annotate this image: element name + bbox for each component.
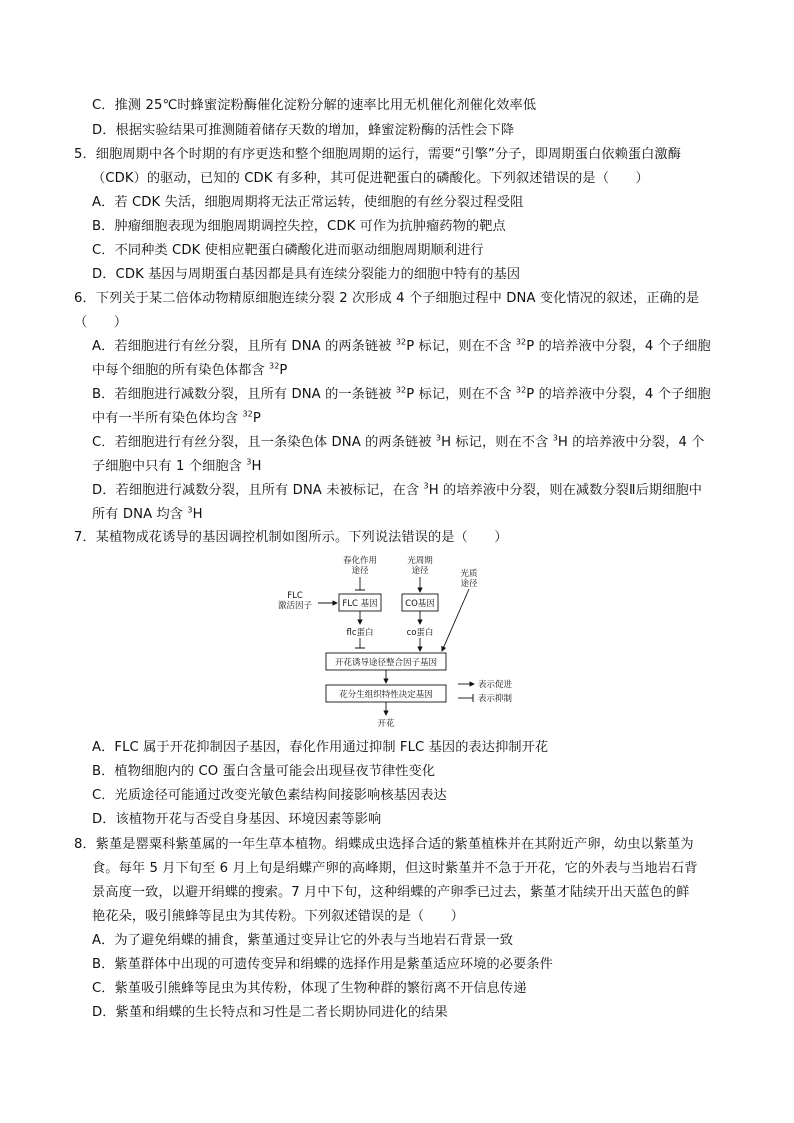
legend-inhibit-label: 表示抑制 xyxy=(478,694,513,704)
flc-protein-label: flc蛋白 xyxy=(346,628,374,638)
q6-option-d-line2: 所有 DNA 均含 $^3$H xyxy=(92,505,203,522)
co-gene-label: CO基因 xyxy=(405,599,435,609)
photoperiod-label-line2: 途径 xyxy=(411,566,429,576)
q8-stem-line1: 8．紫堇是罂粟科紫堇属的一年生草本植物。绢蝶成虫选择合适的紫堇植株并在其附近产卵，幼虫以紫堇为 xyxy=(74,837,694,852)
co-protein-label: co蛋白 xyxy=(406,628,434,638)
q5-option-a: A．若 CDK 失活，细胞周期将无法正常运转，使细胞的有丝分裂过程受阻 xyxy=(92,195,524,210)
q7-option-c: C．光质途径可能通过改变光敏色素结构间接影响核基因表达 xyxy=(92,788,447,803)
light-quality-label-line2: 途径 xyxy=(460,579,478,589)
flc-activator-label-line1: FLC xyxy=(287,591,303,601)
photoperiod-label-line1: 光周期 xyxy=(407,556,433,566)
q5-option-c: C．不同种类 CDK 使相应靶蛋白磷酸化进而驱动细胞周期顺利进行 xyxy=(92,243,484,258)
flc-activator-label-line2: 激活因子 xyxy=(277,601,313,611)
q6-option-b-line2: 中有一半所有染色体均含 $^{32}$P xyxy=(92,409,261,426)
q6-option-a-line1: A．若细胞进行有丝分裂，且所有 DNA 的两条链被 $^{32}$P 标记，则在不含 $^{32}$P 的培养液中分裂，4 个子细胞 xyxy=(92,337,711,354)
legend-promote-label: 表示促进 xyxy=(478,680,513,690)
q8-option-a: A．为了避免绢蝶的捕食，紫堇通过变异让它的外表与当地岩石背景一致 xyxy=(92,933,514,948)
q8-option-d: D．紫堇和绢蝶的生长特点和习性是二者长期协同进化的结果 xyxy=(92,1005,448,1020)
q6-option-c-line1: C．若细胞进行有丝分裂，且一条染色体 DNA 的两条链被 $^3$H 标记，则在不含 $^3$H 的培养液中分裂，4 个 xyxy=(92,433,705,450)
q7-option-d: D．该植物开花与否受自身基因、环境因素等影响 xyxy=(92,812,382,827)
q6-option-d-line1: D．若细胞进行减数分裂，且所有 DNA 未被标记，在含 $^3$H 的培养液中分裂，则在减数分裂Ⅱ后期细胞中 xyxy=(92,481,703,498)
vernalization-label-line1: 春化作用 xyxy=(342,556,378,566)
q8-stem-line3: 景高度一致，以避开绢蝶的搜索。7 月中下旬，这种绢蝶的产卵季已过去，紫堇才陆续开出天蓝色的鲜 xyxy=(92,885,690,900)
q6-option-c-line2: 子细胞中只有 1 个细胞含 $^3$H xyxy=(92,457,262,474)
q7-option-a: A．FLC 属于开花抑制因子基因，春化作用通过抑制 FLC 基因的表达抑制开花 xyxy=(92,740,549,755)
q4-option-c: C．推测 25℃时蜂蜜淀粉酶催化淀粉分解的速率比用无机催化剂催化效率低 xyxy=(92,98,537,113)
q4-option-d: D．根据实验结果可推测随着储存天数的增加，蜂蜜淀粉酶的活性会下降 xyxy=(92,123,515,138)
q6-stem-line1: 6．下列关于某二倍体动物精原细胞连续分裂 2 次形成 4 个子细胞过程中 DNA 变化情况的叙述，正确的是 xyxy=(74,291,700,306)
flc-gene-label: FLC 基因 xyxy=(342,599,378,609)
q6-option-a-line2: 中每个细胞的所有染色体都含 $^{32}$P xyxy=(92,361,288,378)
flowering-label: 开花 xyxy=(377,719,395,729)
q5-option-b: B．肿瘤细胞表现为细胞周期调控失控，CDK 可作为抗肿瘤药物的靶点 xyxy=(92,219,506,234)
q8-option-b: B．紫堇群体中出现的可遗传变异和绢蝶的选择作用是紫堇适应环境的必要条件 xyxy=(92,957,553,972)
vernalization-label-line2: 途径 xyxy=(351,566,369,576)
q5-stem-line2: （CDK）的驱动，已知的 CDK 有多种，其可促进靶蛋白的磷酸化。下列叙述错误的是（ ） xyxy=(92,171,649,186)
q8-stem-line4: 艳花朵，吸引熊蜂等昆虫为其传粉。下列叙述错误的是（ ） xyxy=(92,909,465,924)
light-quality-label-line1: 光质 xyxy=(460,569,478,579)
meristem-gene-label: 花分生组织特性决定基因 xyxy=(339,690,433,700)
q7-option-b: B．植物细胞内的 CO 蛋白含量可能会出现昼夜节律性变化 xyxy=(92,764,436,779)
q6-option-b-line1: B．若细胞进行减数分裂，且所有 DNA 的一条链被 $^{32}$P 标记，则在不含 $^{32}$P 的培养液中分裂，4 个子细胞 xyxy=(92,385,711,402)
flowering-regulation-diagram xyxy=(270,552,530,734)
q8-stem-line2: 食。每年 5 月下旬至 6 月上旬是绢蝶产卵的高峰期，但这时紫堇并不急于开花，它的外表与当地岩石背 xyxy=(92,861,698,876)
q6-stem-line2: （ ） xyxy=(74,315,128,330)
q8-option-c: C．紫堇吸引熊蜂等昆虫为其传粉，体现了生物种群的繁衍离不开信息传递 xyxy=(92,981,527,996)
q5-option-d: D．CDK 基因与周期蛋白基因都是具有连续分裂能力的细胞中特有的基因 xyxy=(92,267,521,282)
light-quality-arrow xyxy=(442,589,469,651)
q7-stem: 7．某植物成花诱导的基因调控机制如图所示。下列说法错误的是（ ） xyxy=(74,530,508,545)
q5-stem-line1: 5．细胞周期中各个时期的有序更迭和整个细胞周期的运行，需要“引擎”分子，即周期蛋白依赖蛋白激酶 xyxy=(74,147,681,162)
integrator-gene-label: 开花诱导途径整合因子基因 xyxy=(334,658,438,668)
